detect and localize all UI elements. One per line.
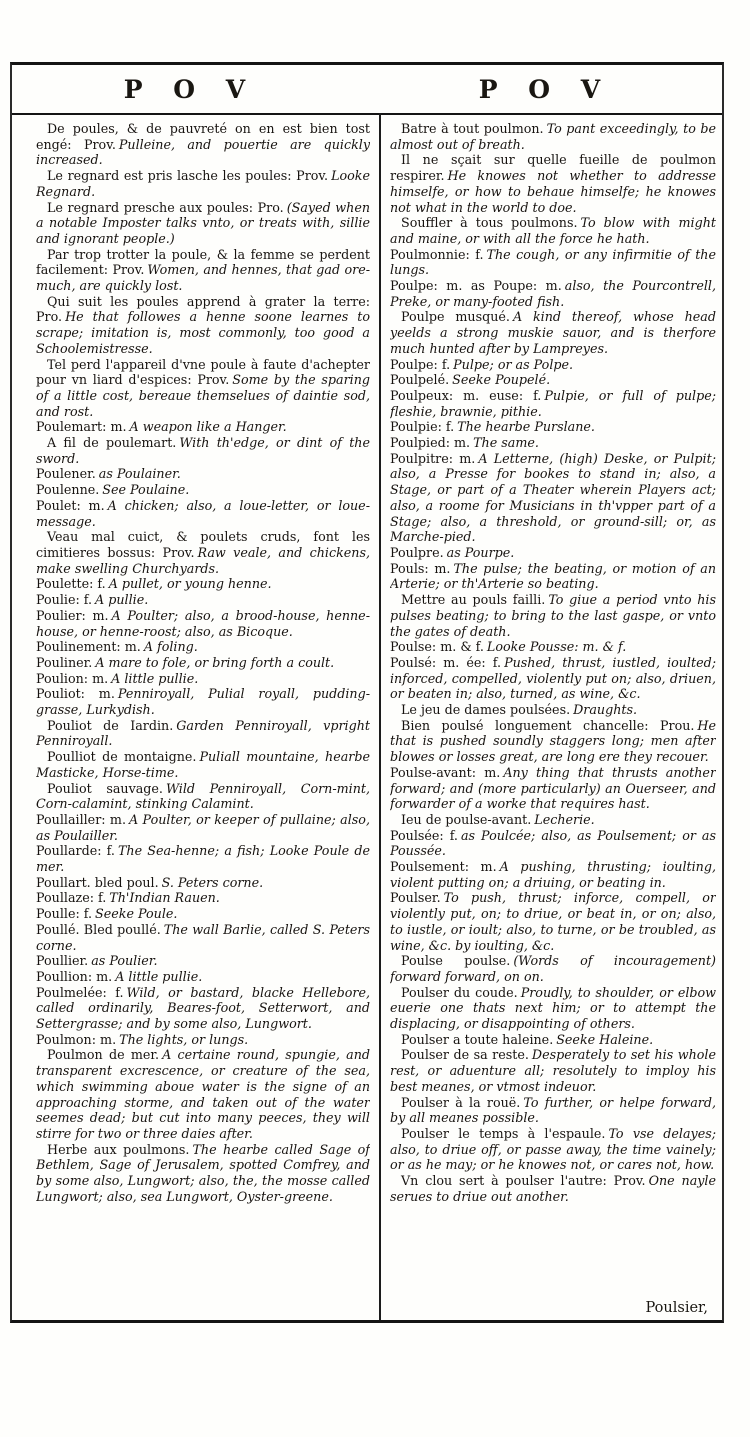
entry-headword: Le regnard presche aux poules: Pro.: [47, 199, 284, 215]
dictionary-entry: [390, 985, 716, 1032]
entry-headword: A fil de poulemart.: [47, 435, 177, 451]
entry-headword: Tel perd l'appareil d'vne poule à faute d'achepter pour vn liard d'espices: Prov.: [36, 356, 370, 388]
dictionary-entry: [390, 1126, 716, 1173]
dictionary-entry: [36, 749, 370, 780]
entry-gloss: A Letterne, (high) Deske, or Pulpit; also, a Presse for bookes to stand in; also, a Stage, or part of a Theater wherein Players act; also, a roome for Musicians in th'vpper part of a Stage; also, a threshold, or ground-sill; or, as Marche-pied.: [390, 450, 716, 545]
entry-headword: Pouls: m.: [390, 560, 451, 576]
dictionary-entry: [36, 200, 370, 247]
dictionary-entry: [36, 953, 370, 969]
entry-gloss: A pullet, or young henne.: [108, 576, 272, 592]
entry-headword: Poulmelée: f.: [36, 984, 124, 1000]
entry-headword: Le regnard est pris lasche les poules: Prov.: [47, 168, 329, 184]
entry-headword: Poulette: f.: [36, 576, 106, 592]
dictionary-entry: [36, 168, 370, 199]
entry-gloss: The wall Barlie, called S. Peters corne.: [36, 921, 370, 953]
dictionary-entry: [36, 1142, 370, 1205]
entry-gloss: See Poulaine.: [102, 482, 190, 498]
dictionary-entry: [390, 121, 716, 152]
dictionary-entry: [390, 152, 716, 215]
entry-gloss: A little pullie.: [111, 670, 199, 686]
dictionary-entry: [36, 686, 370, 717]
entry-headword: Poulie: f.: [36, 592, 93, 608]
dictionary-entry: [390, 545, 716, 561]
entry-gloss: A Poulter, or keeper of pullaine; also, as Poulailler.: [36, 811, 370, 843]
dictionary-entry: [36, 247, 370, 294]
dictionary-entry: [36, 969, 370, 985]
entry-gloss: A chicken; also, a loue-letter, or loue-message.: [36, 497, 370, 529]
dictionary-entry: [36, 419, 370, 435]
entry-headword: Poulse-avant: m.: [390, 764, 501, 780]
dictionary-entry: [36, 671, 370, 687]
entry-gloss: To vse delayes; also, to driue off, or passe away, the time vainely; or as he may; or he knowes not, or cares not, how.: [390, 1126, 716, 1173]
dictionary-entry: [36, 121, 370, 168]
entry-gloss: Draughts.: [573, 702, 638, 718]
entry-headword: Poulse: m. & f.: [390, 639, 484, 655]
entry-gloss: A kind thereof, whose head yeelds a strong muskie sauor, and is therfore much hunted after by Lampreyes.: [390, 309, 716, 356]
dictionary-entry: [36, 435, 370, 466]
entry-gloss: The Sea-henne; a fish; Looke Poule de mer.: [36, 843, 370, 875]
entry-headword: Poulpitre: m.: [390, 450, 476, 466]
running-head-left: P O V: [123, 75, 257, 104]
entry-headword: Poulser.: [390, 890, 441, 906]
entry-headword: Poulet: m.: [36, 497, 105, 513]
entry-gloss: He that followes a henne soone learnes to scrape; imitation is, most commonly, too good a Schoolemistresse.: [36, 309, 370, 356]
page-frame: [10, 62, 724, 1323]
entry-headword: Poulinement: m.: [36, 639, 141, 655]
entry-gloss: Seeke Poupelé.: [452, 372, 551, 388]
dictionary-entry: [390, 655, 716, 702]
dictionary-entry: [36, 466, 370, 482]
entry-headword: Poulmon: m.: [36, 1031, 117, 1047]
entry-headword: Poullart. bled poul.: [36, 874, 159, 890]
entry-headword: Poulser du coude.: [401, 984, 518, 1000]
dictionary-entry: [36, 922, 370, 953]
entry-headword: Poulse poulse.: [401, 953, 511, 969]
entry-headword: Poulpeux: m. euse: f.: [390, 387, 542, 403]
column-right: [390, 121, 716, 1292]
dictionary-entry: [390, 561, 716, 592]
dictionary-entry: [390, 953, 716, 984]
dictionary-entry: [390, 890, 716, 953]
entry-headword: Poulpe musqué.: [401, 309, 510, 325]
entry-gloss: With th'edge, or dint of the sword.: [36, 435, 370, 466]
dictionary-entry: [390, 859, 716, 890]
entry-gloss: To giue a period vnto his pulses beating; to bring to the last gaspe, or vnto the gates of death.: [390, 592, 716, 639]
entry-gloss: as Pourpe.: [446, 544, 515, 560]
entry-gloss: Th'Indian Rauen.: [109, 890, 220, 906]
entry-headword: Poullé. Bled poullé.: [36, 921, 161, 937]
entry-headword: Poullion: m.: [36, 968, 113, 984]
entry-gloss: The cough, or any infirmitie of the lungs.: [390, 246, 716, 278]
entry-headword: Poulser à la rouë.: [401, 1094, 521, 1110]
entry-headword: Poulpie: f.: [390, 419, 455, 435]
entry-gloss: He that is pushed soundly staggers long; men after blowes or losses great, are long ere they recouer.: [390, 717, 716, 765]
entry-gloss: also, the Pourcontrell, Preke, or many-footed fish.: [390, 278, 716, 309]
dictionary-entry: [36, 1032, 370, 1048]
entry-headword: Poullailler: m.: [36, 811, 126, 827]
entry-headword: Poulemart: m.: [36, 419, 127, 435]
entry-gloss: A Poulter; also, a brood-house, henne-house, or henne-roost; also, as Bicoque.: [36, 607, 370, 639]
entry-gloss: He knowes not whether to addresse himselfe, or how to behaue himselfe; he knowes not what in the world to doe.: [390, 168, 716, 215]
dictionary-entry: [36, 357, 370, 420]
entry-headword: Vn clou sert à poulser l'autre: Prov.: [401, 1173, 646, 1189]
entry-gloss: The pulse; the beating, or motion of an Arterie; or th'Arterie so beating.: [390, 560, 716, 592]
dictionary-entry: [36, 294, 370, 357]
entry-headword: Herbe aux poulmons.: [47, 1141, 190, 1157]
entry-headword: Poulpied: m.: [390, 435, 471, 451]
dictionary-entry: [390, 765, 716, 812]
dictionary-entry: [390, 435, 716, 451]
entry-headword: Poulliot de montaigne.: [47, 749, 197, 765]
dictionary-entry: [36, 639, 370, 655]
entry-gloss: Some by the sparing of a little cost, bereaue themselues of daintie sod, and rost.: [36, 372, 370, 419]
entry-gloss: To pant exceedingly, to be almost out of breath.: [390, 121, 716, 152]
dictionary-entry: [390, 702, 716, 718]
entry-headword: Poullarde: f.: [36, 843, 115, 859]
dictionary-entry: [36, 608, 370, 639]
entry-headword: Ieu de poulse-avant.: [401, 811, 532, 827]
entry-gloss: Any thing that thrusts another forward; and (more particularly) an Ouerseer, and forwarder of a worke that requires hast.: [390, 764, 716, 812]
entry-gloss: Seeke Poule.: [95, 906, 178, 922]
dictionary-entry: [390, 278, 716, 309]
entry-gloss: Proudly, to shoulder, or elbow euerie one thats next him; or to attempt the displacing, or disappointing of others.: [390, 984, 716, 1032]
entry-headword: Poulsée: f.: [390, 827, 458, 843]
dictionary-entry: [390, 1173, 716, 1204]
entry-gloss: Pulpe; or as Polpe.: [453, 356, 574, 372]
entry-headword: Mettre au pouls failli.: [401, 592, 546, 608]
entry-gloss: Lecherie.: [534, 811, 595, 827]
entry-gloss: as Poulier.: [91, 953, 158, 969]
dictionary-entry: [36, 576, 370, 592]
entry-gloss: Looke Regnard.: [36, 168, 370, 199]
dictionary-entry: [390, 592, 716, 639]
dictionary-entry: [390, 372, 716, 388]
dictionary-entry: [390, 828, 716, 859]
entry-gloss: Wild Penniroyall, Corn-mint, Corn-calamint, stinking Calamint.: [36, 780, 370, 812]
dictionary-entry: [390, 357, 716, 373]
entry-headword: Poulener.: [36, 466, 96, 482]
entry-headword: Poulpelé.: [390, 372, 450, 388]
entry-headword: Poulpe: m. as Poupe: m.: [390, 278, 562, 294]
entry-gloss: Seeke Haleine.: [556, 1031, 654, 1047]
catchword: Poulsier,: [645, 1300, 708, 1316]
entry-headword: Par trop trotter la poule, & la femme se perdent facilement: Prov.: [36, 246, 370, 278]
entry-gloss: A foling.: [143, 639, 198, 655]
entry-gloss: Pushed, thrust, iustled, ioulted; inforced, compelled, violently put on; also, driuen, or beaten in; also, turned, as wine, &c.: [390, 654, 716, 702]
entry-gloss: A mare to fole, or bring forth a coult.: [95, 654, 335, 670]
dictionary-entry: [36, 529, 370, 576]
dictionary-entry: [36, 985, 370, 1032]
entry-headword: Poulser le temps à l'espaule.: [401, 1126, 606, 1141]
dictionary-entry: [390, 1095, 716, 1126]
entry-headword: Poulser de sa reste.: [401, 1047, 529, 1063]
entry-gloss: Garden Penniroyall, vpright Penniroyall.: [36, 717, 370, 749]
entry-gloss: A pullie.: [95, 592, 149, 608]
entry-headword: Poulmon de mer.: [47, 1047, 160, 1063]
entry-gloss: Looke Pousse: m. & f.: [486, 639, 627, 655]
entry-headword: Pouliot sauvage.: [47, 780, 163, 796]
entry-headword: Batre à tout poulmon.: [401, 121, 544, 136]
dictionary-entry: [36, 655, 370, 671]
dictionary-entry: [390, 419, 716, 435]
dictionary-entry: [390, 718, 716, 765]
entry-headword: Pouliner.: [36, 654, 93, 670]
dictionary-entry: [36, 1047, 370, 1141]
entry-headword: Poulpre.: [390, 544, 444, 560]
entry-headword: Poulser a toute haleine.: [401, 1031, 554, 1047]
entry-gloss: (Sayed when a notable Imposter talks vnto, or treats with, sillie and ignorant people.): [36, 199, 370, 246]
entry-gloss: The same.: [473, 435, 539, 451]
entry-headword: Poulenne.: [36, 482, 100, 498]
entry-headword: Poullier.: [36, 953, 89, 969]
entry-headword: Poulle: f.: [36, 906, 93, 922]
dictionary-entry: [36, 498, 370, 529]
dictionary-entry: [390, 388, 716, 419]
running-head-right: P O V: [478, 75, 612, 104]
entry-gloss: A little pullie.: [115, 968, 203, 984]
entry-gloss: The lights, or lungs.: [119, 1031, 249, 1047]
entry-gloss: To blow with might and maine, or with all the force he hath.: [390, 215, 716, 246]
entry-gloss: as Poulainer.: [98, 466, 181, 482]
entry-headword: Poulpe: f.: [390, 356, 451, 372]
dictionary-entry: [390, 1032, 716, 1048]
entry-gloss: A weapon like a Hanger.: [129, 419, 287, 435]
dictionary-entry: [36, 592, 370, 608]
dictionary-entry: [390, 639, 716, 655]
dictionary-entry: [36, 843, 370, 874]
entry-headword: Poulsé: m. ée: f.: [390, 654, 502, 670]
entry-gloss: as Poulcée; also, as Poulsement; or as Poussée.: [390, 827, 716, 859]
entry-gloss: Puliall mountaine, hearbe Masticke, Horse-time.: [36, 749, 370, 780]
entry-gloss: Wild, or bastard, blacke Hellebore, called ordinarily, Beares-foot, Setterwort, and Settergrasse; and by some also, Lungwort.: [36, 984, 370, 1032]
dictionary-entry: [36, 781, 370, 812]
dictionary-entry: [390, 451, 716, 545]
entry-gloss: The hearbe Purslane.: [457, 419, 595, 435]
dictionary-entry: [36, 482, 370, 498]
dictionary-entry: [36, 875, 370, 891]
entry-gloss: Pulpie, or full of pulpe; fleshie, brawnie, pithie.: [390, 387, 716, 419]
entry-gloss: To push, thrust; inforce, compell, or violently put, on; to driue, or beat in, or on; also, to iustle, or ioult; also, to turne, or be troubled, as wine, &c. by ioulting, &c.: [390, 890, 716, 953]
header-rule: [12, 113, 722, 115]
entry-gloss: The hearbe called Sage of Bethlem, Sage of Jerusalem, spotted Comfrey, and by some also, Lungwort; also, the, the mosse called Lungwort; also, sea Lungwort, Oyster-greene.: [36, 1141, 370, 1204]
entry-gloss: A certaine round, spungie, and transparent excrescence, or creature of the sea, which swimming aboue water is the signe of an approaching storme, and taken out of the water seemes dead; but cut into many peeces, they will stirre for two or three daies after.: [36, 1047, 370, 1141]
entry-headword: Qui suit les poules apprend à grater la terre: Pro.: [36, 293, 370, 325]
column-divider: [379, 113, 381, 1320]
entry-gloss: (Words of incouragement) forward forward, on on.: [390, 953, 716, 984]
entry-gloss: To further, or helpe forward, by all meanes possible.: [390, 1094, 716, 1126]
entry-gloss: Pulleine, and pouertie are quickly increased.: [36, 136, 370, 168]
entry-gloss: Penniroyall, Pulial royall, pudding-grasse, Lurkydish.: [36, 686, 370, 718]
entry-headword: Poulier: m.: [36, 607, 109, 623]
dictionary-entry: [36, 906, 370, 922]
entry-headword: Pouliot de Iardin.: [47, 717, 174, 733]
entry-headword: De poules, & de pauvreté on en est bien tost engé: Prov.: [36, 121, 370, 152]
entry-gloss: Women, and hennes, that gad ore-much, are quickly lost.: [36, 262, 370, 294]
dictionary-entry: [36, 812, 370, 843]
entry-headword: Bien poulsé longuement chancelle: Prou.: [401, 717, 695, 733]
dictionary-entry: [390, 309, 716, 356]
entry-gloss: S. Peters corne.: [161, 874, 264, 890]
dictionary-entry: [36, 890, 370, 906]
entry-gloss: Desperately to set his whole rest, or aduenture all; resolutely to imploy his best meanes, or vtmost indeuor.: [390, 1047, 716, 1094]
dictionary-entry: [390, 812, 716, 828]
entry-headword: Le jeu de dames poulsées.: [401, 702, 571, 718]
entry-headword: Poulsement: m.: [390, 859, 497, 875]
entry-headword: Veau mal cuict, & poulets cruds, font les cimitieres bossus: Prov.: [36, 529, 370, 560]
entry-gloss: Raw veale, and chickens, make swelling Churchyards.: [36, 544, 370, 576]
entry-headword: Pouliot: m.: [36, 686, 115, 702]
entry-headword: Il ne sçait sur quelle fueille de poulmon respirer.: [390, 152, 716, 184]
entry-gloss: A pushing, thrusting; ioulting, violent putting on; a driuing, or beating in.: [390, 859, 716, 890]
dictionary-entry: [390, 247, 716, 278]
entry-headword: Poullaze: f.: [36, 890, 107, 906]
entry-headword: Poulmonnie: f.: [390, 246, 484, 262]
entry-headword: Poulion: m.: [36, 670, 109, 686]
dictionary-entry: [390, 1047, 716, 1094]
column-left: [36, 121, 370, 1292]
dictionary-entry: [36, 718, 370, 749]
entry-gloss: One nayle serues to driue out another.: [390, 1173, 716, 1204]
entry-headword: Souffler à tous poulmons.: [401, 215, 578, 231]
dictionary-entry: [390, 215, 716, 246]
